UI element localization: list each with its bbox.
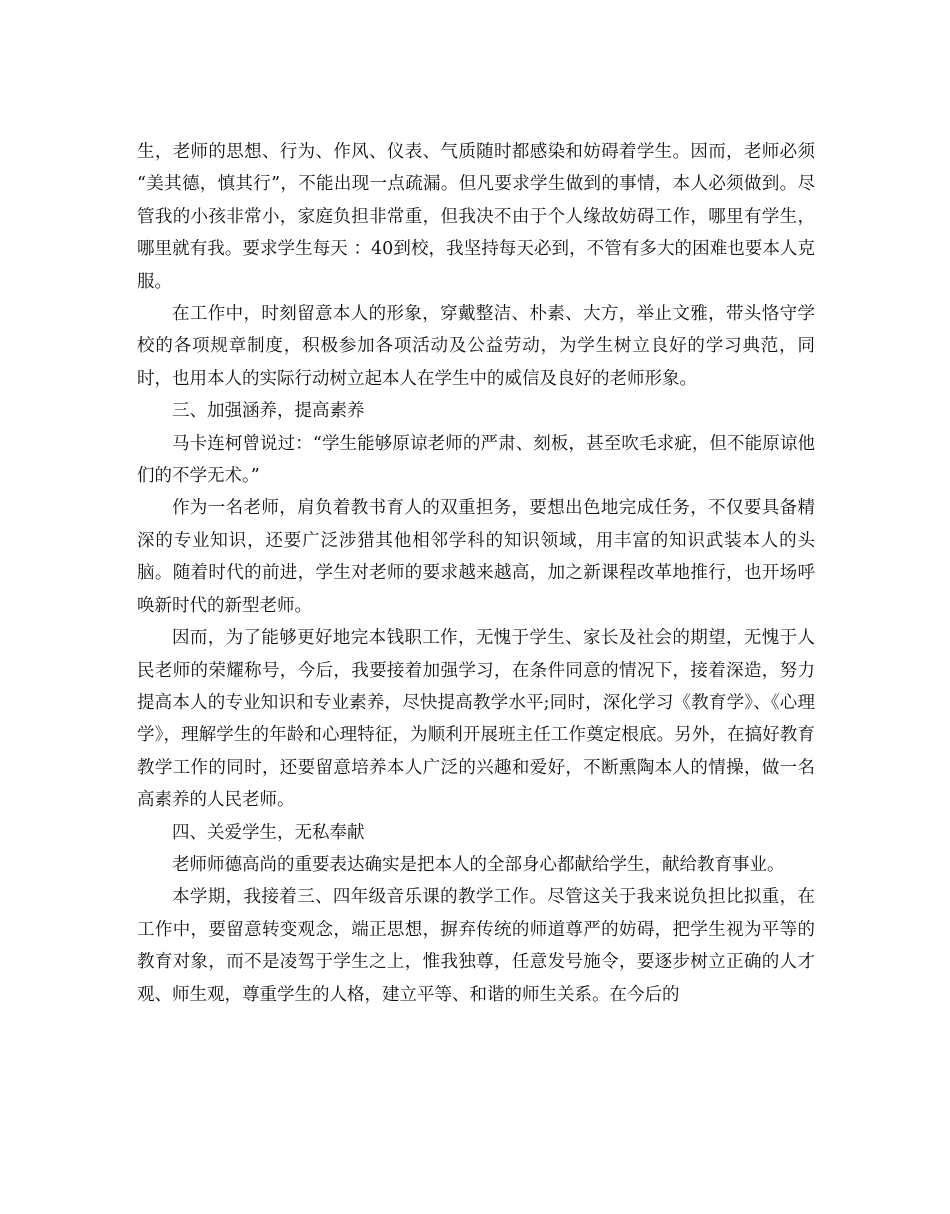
paragraph-quote: 马卡连柯曾说过：“学生能够原谅老师的严肃、刻板，甚至吹毛求疵，但不能原谅他们的不学无术。”: [137, 433, 815, 487]
paragraph-continuation: 生，老师的思想、行为、作风、仪表、气质随时都感染和妨碍着学生。因而，老师必须 “美其德，慎其行”，不能出现一点疏漏。但凡要求学生做到的事情，本人必须做到。尽管我的小孩非常小，家庭负担非常重，但我决不由于个人缘故妨碍工作，哪里有学生，哪里就有我。要求学生每天 ：40到校，我坚持每天必到，不管有多大的困难也要本人克服。: [137, 142, 815, 292]
paragraph-self-image: 在工作中，时刻留意本人的形象，穿戴整洁、朴素、大方，举止文雅，带头恪守学校的各项规章制度，积极参加各项活动及公益劳动，为学生树立良好的学习典范，同时，也用本人的实际行动树立起本人在学生中的威信及良好的老师形象。: [137, 304, 815, 389]
paragraph-knowledge: 作为一名老师，肩负着教书育人的双重担务，要想出色地完成任务，不仅要具备精深的专业知识，还要广泛涉猎其他相邻学科的知识领域，用丰富的知识武装本人的头脑。随着时代的前进，学生对老师的要求越来越高，加之新课程改革地推行，也开场呼唤新时代的新型老师。: [137, 498, 815, 616]
paragraph-dedication: 老师师德高尚的重要表达确实是把本人的全部身心都献给学生，献给教育事业。: [172, 854, 785, 875]
section-heading-4: 四、关爱学生，无私奉献: [172, 822, 365, 843]
paragraph-study-plan: 因而，为了能够更好地完本钱职工作，无愧于学生、家长及社会的期望，无愧于人民老师的荣耀称号，今后，我要接着加强学习，在条件同意的情况下，接着深造，努力提高本人的专业知识和专业素养，尽快提高教学水平;同时，深化学习《教育学》、《心理学》，理解学生的年龄和心理特征，为顺利开展班主任工作奠定根底。另外，在搞好教育教学工作的同时，还要留意培养本人广泛的兴趣和爱好，不断熏陶本人的情操，做一名高素养的人民老师。: [137, 628, 815, 811]
section-heading-3: 三、加强涵养，提高素养: [172, 401, 365, 422]
document-body: [137, 136, 815, 1011]
paragraph-semester-work: 本学期，我接着三、四年级音乐课的教学工作。尽管这关于我来说负担比拟重，在工作中，要留意转变观念，端正思想，摒弃传统的师道尊严的妨碍，把学生视为平等的教育对象，而不是凌驾于学生之上，惟我独尊，任意发号施令，要逐步树立正确的人才观、师生观，尊重学生的人格，建立平等、和谐的师生关系。在今后的: [137, 887, 815, 1005]
